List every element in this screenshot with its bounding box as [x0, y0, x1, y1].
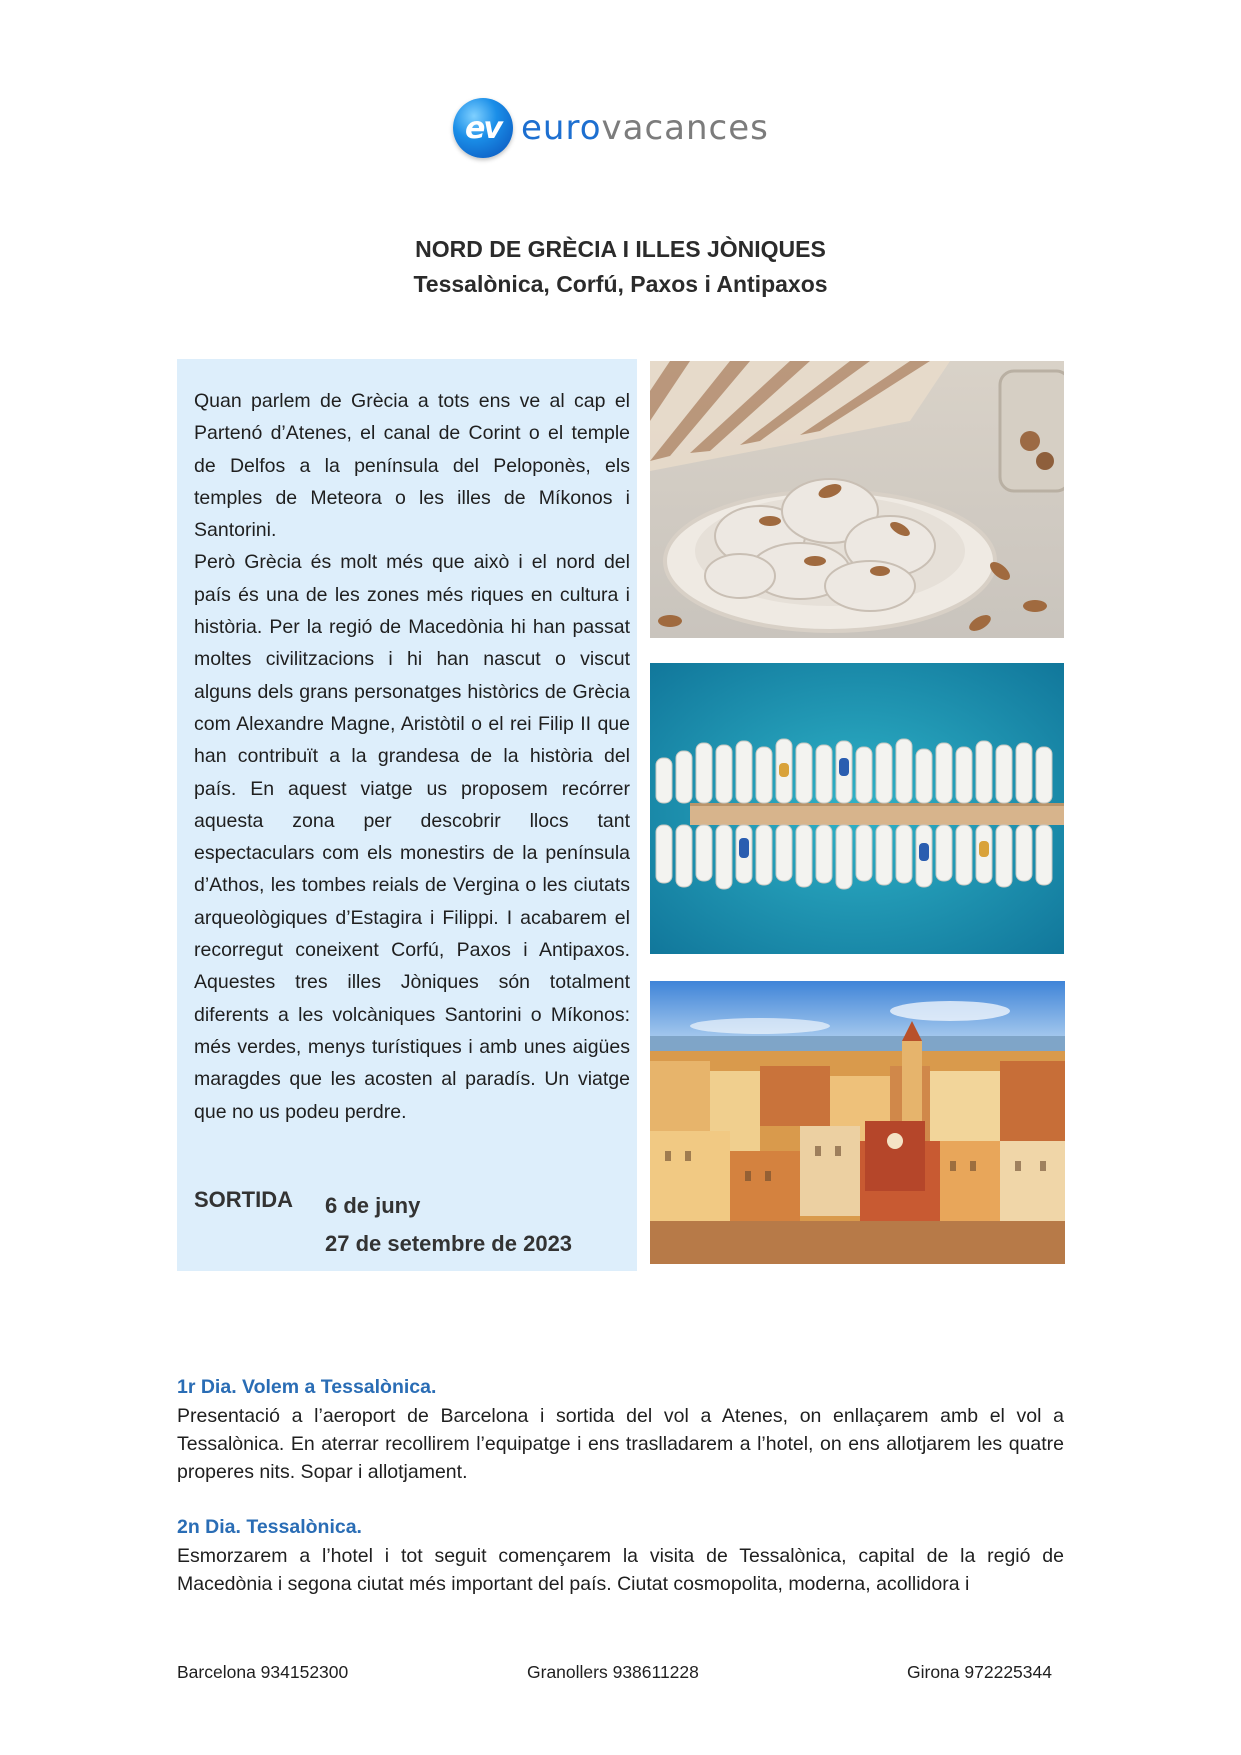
footer-girona-phone: Girona 972225344	[907, 1662, 1052, 1682]
intro-text	[194, 385, 630, 1128]
logo-mark-text: ev	[465, 110, 501, 146]
photo-almond-cookies	[650, 361, 1064, 638]
logo-mark-icon	[453, 98, 513, 158]
logo-wordmark-euro: euro	[521, 108, 602, 148]
page-title: NORD DE GRÈCIA I ILLES JÒNIQUES	[415, 236, 826, 262]
footer-barcelona-phone: Barcelona 934152300	[177, 1662, 349, 1682]
day-2-text: Esmorzarem a l’hotel i tot seguit començarem la visita de Tessalònica, capital de la regió de Macedònia i segona ciutat més important del país. Ciutat cosmopolita, moderna, acollidora i	[177, 1545, 1064, 1595]
intro-paragraph-1: Quan parlem de Grècia a tots ens ve al cap el Partenó d’Atenes, el canal de Corint o el temple de Delfos a la península del Peloponès, els temples de Meteora o les illes de Míkonos i Santorini.	[194, 390, 630, 542]
footer-granollers-phone: Granollers 938611228	[527, 1662, 699, 1682]
photo-corfu-town	[650, 981, 1065, 1264]
departure-date-2: 27 de setembre de 2023	[325, 1231, 573, 1256]
company-logo	[453, 98, 769, 158]
sortida-label: SORTIDA	[194, 1187, 293, 1212]
day-1-text: Presentació a l’aeroport de Barcelona i sortida del vol a Atenes, on enllaçarem amb el vol a Tessalònica. En aterrar recollirem l’equipatge i ens traslladarem a l’hotel, on ens allotjarem les quatre properes nits. Sopar i allotjament.	[177, 1405, 1064, 1483]
page-subtitle: Tessalònica, Corfú, Paxos i Antipaxos	[413, 271, 828, 297]
photo-boats-harbour	[650, 663, 1064, 954]
departure-dates	[325, 1187, 572, 1263]
logo-wordmark	[521, 108, 769, 148]
departure-date-1: 6 de juny	[325, 1193, 421, 1218]
intro-paragraph-2: Però Grècia és molt més que això i el nord del país és una de les zones més riques en cultura i història. Per la regió de Macedònia hi han passat moltes civilitzacions i hi han nascut o viscut alguns dels grans personatges històrics de Grècia com Alexandre Magne, Aristòtil o el rei Filip II que han contribuït a la grandesa de la història del país. En aquest viatge us proposem recórrer aquesta zona per descobrir llocs tant espectaculars com els monestirs de la península d’Athos, les tombes reials de Vergina o les ciutats arqueològiques d’Estagira i Filippi. I acabarem el recorregut coneixent Corfú, Paxos i Antipaxos. Aquestes tres illes Jòniques són totalment diferents a les volcàniques Santorini o Míkonos: més verdes, menys turístiques i amb unes aigües maragdes que les acosten al paradís. Un viatge que no us podeu perdre.	[194, 551, 630, 1123]
day-1-title: 1r Dia. Volem a Tessalònica.	[177, 1376, 437, 1398]
logo-wordmark-vacances: vacances	[601, 108, 769, 148]
intro-box	[177, 359, 637, 1271]
day-2-title: 2n Dia. Tessalònica.	[177, 1516, 362, 1538]
